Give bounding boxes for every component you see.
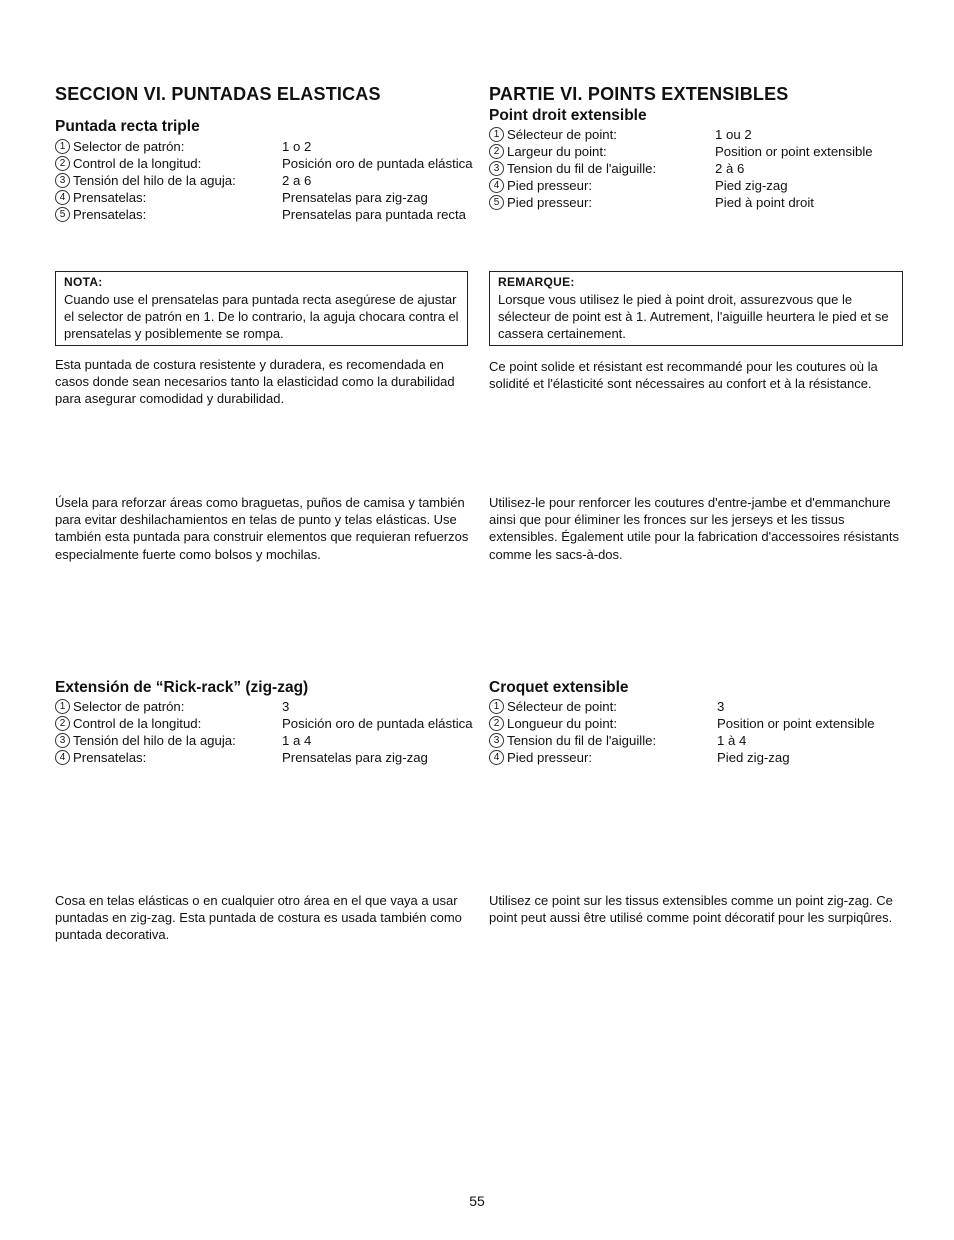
circled-number-icon: 2 (489, 716, 504, 731)
setting-row (55, 749, 475, 766)
setting-row (55, 698, 475, 715)
page-number: 55 (469, 1193, 485, 1209)
setting-row (55, 206, 475, 223)
setting-value: 1 ou 2 (715, 127, 752, 142)
setting-label: Sélecteur de point: (507, 699, 617, 714)
setting-row (55, 155, 475, 172)
setting-value: Position or point extensible (715, 144, 873, 159)
setting-label: Pied presseur: (507, 750, 593, 765)
circled-number-icon: 1 (489, 699, 504, 714)
fr-droit-para2: Utilisez-le pour renforcer les coutures d'entre-jambe et d'emmanchure ainsi que pour éliminer les fronces sur les jerseys et les tissus extensibles. Également utile pour la fabrication d'accessoires résistants comme les sacs-à-dos. (489, 495, 900, 562)
circled-number-icon: 5 (55, 207, 70, 222)
setting-value: 2 a 6 (282, 173, 312, 188)
setting-value: Position or point extensible (717, 716, 875, 731)
setting-label: Prensatelas: (73, 207, 147, 222)
es-triple-settings (55, 138, 475, 223)
setting-row (489, 732, 909, 749)
setting-value: 1 à 4 (717, 733, 747, 748)
setting-label: Tension du fil de l'aiguille: (507, 161, 657, 176)
es-rickrack-settings (55, 698, 475, 766)
setting-row (55, 732, 475, 749)
setting-value: Pied zig-zag (715, 178, 788, 193)
fr-croquet-para: Utilisez ce point sur les tissus extensibles comme un point zig-zag. Ce point peut aussi être utilisé comme point décoratif pour les surpiqûres. (489, 893, 893, 926)
setting-row (489, 160, 909, 177)
setting-label: Tension du fil de l'aiguille: (507, 733, 657, 748)
setting-value: 1 a 4 (282, 733, 312, 748)
fr-droit-title: Point droit extensible (489, 107, 647, 124)
fr-note-title: REMARQUE: (498, 275, 575, 289)
setting-row (55, 715, 475, 732)
fr-note-box (489, 271, 903, 346)
setting-label: Tensión del hilo de la aguja: (73, 733, 236, 748)
setting-row (489, 698, 909, 715)
circled-number-icon: 4 (55, 190, 70, 205)
circled-number-icon: 1 (489, 127, 504, 142)
setting-row (55, 138, 475, 155)
setting-label: Longueur du point: (507, 716, 617, 731)
fr-section-title: PARTIE VI. POINTS EXTENSIBLES (489, 84, 789, 104)
fr-droit-para1: Ce point solide et résistant est recommandé pour les coutures où la solidité et l'élasticité sont nécessaires au confort et à la résistance. (489, 359, 878, 392)
es-triple-para2: Úsela para reforzar áreas como braguetas, puños de camisa y también para evitar deshilachamientos en telas de punto y telas elásticas. Use también esta puntada para construir elementos que requieran refuerzos especialmente fuerte como bolsos y mochilas. (55, 495, 469, 562)
setting-value: Posición oro de puntada elástica (282, 156, 473, 171)
circled-number-icon: 1 (55, 699, 70, 714)
setting-value: 3 (282, 699, 290, 714)
circled-number-icon: 2 (489, 144, 504, 159)
circled-number-icon: 3 (55, 173, 70, 188)
fr-croquet-title: Croquet extensible (489, 679, 629, 696)
setting-label: Prensatelas: (73, 190, 147, 205)
es-section-title: SECCION VI. PUNTADAS ELASTICAS (55, 84, 381, 104)
circled-number-icon: 3 (489, 733, 504, 748)
setting-value: 1 o 2 (282, 139, 312, 154)
setting-label: Pied presseur: (507, 195, 593, 210)
setting-label: Selector de patrón: (73, 139, 185, 154)
es-rickrack-para: Cosa en telas elásticas o en cualquier otro área en el que vaya a usar puntadas en zig-zag. Esta puntada de costura es usada también como puntada decorativa. (55, 893, 462, 943)
es-note-text: Cuando use el prensatelas para puntada recta asegúrese de ajustar el selector de patrón en 1. De lo contrario, la aguja chocara contra el prensatelas y posiblemente se rompa. (64, 292, 459, 341)
es-triple-title: Puntada recta triple (55, 118, 200, 135)
setting-value: Prensatelas para zig-zag (282, 190, 428, 205)
setting-label: Selector de patrón: (73, 699, 185, 714)
circled-number-icon: 3 (489, 161, 504, 176)
setting-value: 3 (717, 699, 725, 714)
circled-number-icon: 4 (489, 750, 504, 765)
setting-label: Prensatelas: (73, 750, 147, 765)
setting-row (55, 189, 475, 206)
fr-croquet-settings (489, 698, 909, 766)
setting-label: Tensión del hilo de la aguja: (73, 173, 236, 188)
setting-label: Pied presseur: (507, 178, 593, 193)
setting-row (489, 749, 909, 766)
setting-value: Prensatelas para puntada recta (282, 207, 467, 222)
setting-row (489, 715, 909, 732)
setting-row (55, 172, 475, 189)
es-note-title: NOTA: (64, 275, 103, 289)
es-rickrack-title: Extensión de “Rick-rack” (zig-zag) (55, 679, 309, 696)
setting-label: Sélecteur de point: (507, 127, 617, 142)
es-note-box (55, 271, 468, 346)
setting-value: 2 à 6 (715, 161, 745, 176)
circled-number-icon: 4 (55, 750, 70, 765)
circled-number-icon: 2 (55, 716, 70, 731)
setting-value: Pied à point droit (715, 195, 814, 210)
circled-number-icon: 1 (55, 139, 70, 154)
circled-number-icon: 4 (489, 178, 504, 193)
circled-number-icon: 3 (55, 733, 70, 748)
setting-row (489, 143, 909, 160)
circled-number-icon: 5 (489, 195, 504, 210)
setting-row (489, 194, 909, 211)
circled-number-icon: 2 (55, 156, 70, 171)
setting-value: Prensatelas para zig-zag (282, 750, 428, 765)
setting-value: Pied zig-zag (717, 750, 790, 765)
setting-label: Control de la longitud: (73, 716, 202, 731)
setting-label: Control de la longitud: (73, 156, 202, 171)
setting-value: Posición oro de puntada elástica (282, 716, 473, 731)
es-triple-para1: Esta puntada de costura resistente y duradera, es recomendada en casos donde sean necesarios tanto la elasticidad como la durabilidad para asegurar comodidad y durabilidad. (55, 357, 455, 407)
setting-label: Largeur du point: (507, 144, 607, 159)
fr-note-text: Lorsque vous utilisez le pied à point droit, assurezvous que le sélecteur de point est à 1. Autrement, l'aiguille heurtera le pied et se cassera certainement. (498, 292, 889, 341)
fr-droit-settings (489, 126, 909, 211)
setting-row (489, 126, 909, 143)
setting-row (489, 177, 909, 194)
